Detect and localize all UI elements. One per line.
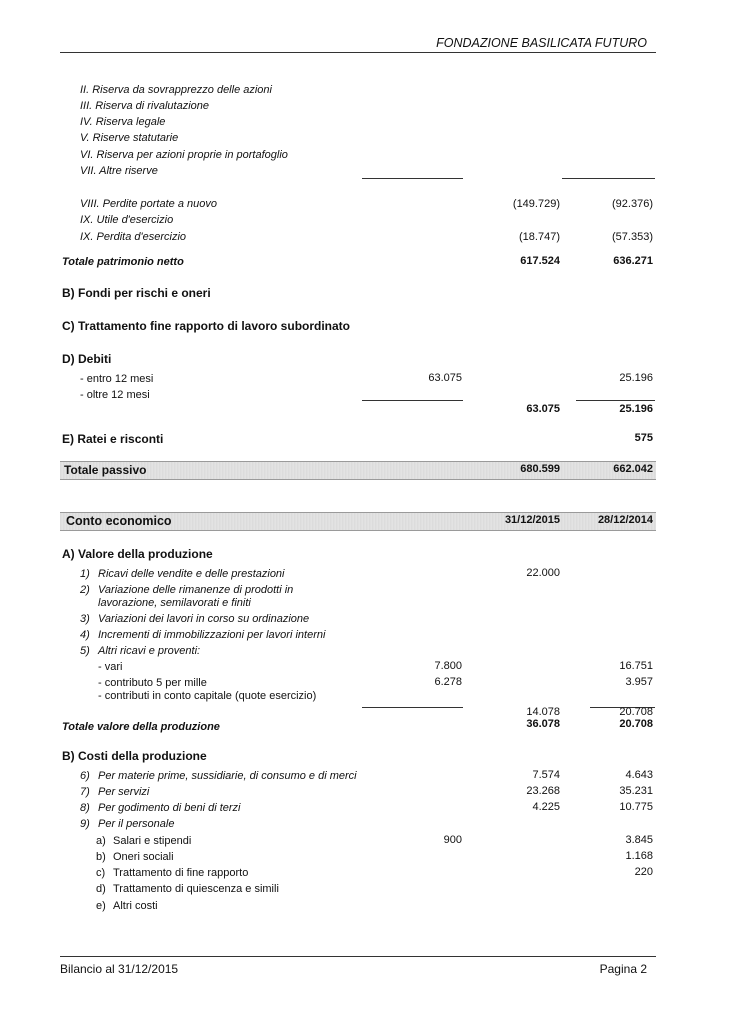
reserve-item: II. Riserva da sovrapprezzo delle azioni	[80, 84, 272, 96]
totale-valore-2014: 20.708	[619, 718, 653, 730]
section-ratei-risconti: E) Ratei e risconti	[62, 432, 164, 446]
altri-ricavi-vari-2014: 16.751	[619, 660, 653, 672]
column-rule	[362, 707, 463, 708]
debiti-total-2014: 25.196	[619, 403, 653, 415]
personale-item-label: Altri costi	[113, 900, 158, 912]
reserve-item: V. Riserve statutarie	[80, 132, 179, 144]
column-rule	[362, 178, 463, 179]
item-value-2015: 22.000	[526, 567, 560, 579]
section-debiti: D) Debiti	[62, 352, 112, 366]
loss-item-value-2015: (18.747)	[519, 231, 560, 243]
totale-valore-2015: 36.078	[526, 718, 560, 730]
item-value-2014: 10.775	[619, 801, 653, 813]
totale-patrimonio-netto-2014: 636.271	[613, 255, 653, 267]
column-header-2014: 28/12/2014	[597, 514, 653, 526]
loss-item-label: IX. Perdita d'esercizio	[80, 231, 187, 243]
personale-item-value-2014: 3.845	[625, 834, 653, 846]
personale-item-label: Oneri sociali	[113, 851, 174, 863]
totale-passivo-band	[60, 461, 656, 480]
altri-ricavi-vari-value: 7.800	[434, 660, 462, 672]
column-rule	[362, 400, 463, 401]
personale-item-value-2014: 220	[634, 866, 653, 878]
personale-item-label: Salari e stipendi	[113, 835, 192, 847]
item-label: Per servizi	[98, 786, 150, 798]
loss-item-value-2014: (92.376)	[612, 198, 653, 210]
contributo-value-2014: 3.957	[625, 676, 653, 688]
reserve-item: VI. Riserva per azioni proprie in portafoglio	[80, 149, 288, 161]
reserve-item: VII. Altre riserve	[80, 165, 158, 177]
item-number: 5)	[80, 645, 90, 657]
item-number: 2)	[80, 584, 90, 596]
document-header-title: FONDAZIONE BASILICATA FUTURO	[436, 36, 647, 50]
ratei-value-2014: 575	[634, 432, 653, 444]
column-header-2015: 31/12/2015	[504, 514, 560, 526]
totale-patrimonio-netto-label: Totale patrimonio netto	[62, 256, 184, 268]
debiti-total-2015: 63.075	[526, 403, 560, 415]
debiti-entro-value: 63.075	[428, 372, 462, 384]
personale-item-letter: c)	[96, 867, 106, 879]
loss-item-label: VIII. Perdite portate a nuovo	[80, 198, 217, 210]
totale-patrimonio-netto-2015: 617.524	[520, 255, 560, 267]
personale-item-letter: e)	[96, 900, 106, 912]
item-value-2014: 4.643	[625, 769, 653, 781]
reserve-item: III. Riserva di rivalutazione	[80, 100, 209, 112]
item-value-2015: 23.268	[526, 785, 560, 797]
item-number: 9)	[80, 818, 90, 830]
personale-item-letter: a)	[96, 835, 106, 847]
section-valore-produzione: A) Valore della produzione	[62, 547, 213, 561]
item-label: Ricavi delle vendite e delle prestazioni	[98, 568, 285, 580]
item-label: Altri ricavi e proventi:	[98, 645, 201, 657]
totale-passivo-2014: 662.042	[613, 463, 653, 475]
contributo-value: 6.278	[434, 676, 462, 688]
personale-item-label: Trattamento di fine rapporto	[113, 867, 249, 879]
personale-item-letter: b)	[96, 851, 106, 863]
item-value-2015: 7.574	[532, 769, 560, 781]
header-rule	[60, 52, 656, 53]
totale-valore-label: Totale valore della produzione	[62, 721, 220, 733]
item-label: Incrementi di immobilizzazioni per lavori interni	[98, 629, 326, 641]
conto-economico-title: Conto economico	[66, 514, 172, 528]
footer-page-number: Pagina 2	[599, 962, 647, 976]
item-number: 4)	[80, 629, 90, 641]
item-number: 6)	[80, 770, 90, 782]
debiti-oltre-label: - oltre 12 mesi	[80, 389, 150, 401]
section-costi-produzione: B) Costi della produzione	[62, 749, 207, 763]
loss-item-value-2014: (57.353)	[612, 231, 653, 243]
item-label: Variazione delle rimanenze di prodotti in	[98, 584, 294, 596]
item-label: Per il personale	[98, 818, 175, 830]
item-label: Per materie prime, sussidiarie, di consumo e di merci	[98, 770, 357, 782]
personale-item-value-2014: 1.168	[625, 850, 653, 862]
debiti-entro-value-2014: 25.196	[619, 372, 653, 384]
item-value-2015: 4.225	[532, 801, 560, 813]
totale-passivo-label: Totale passivo	[64, 463, 147, 477]
item-label: Per godimento di beni di terzi	[98, 802, 241, 814]
loss-item-value-2015: (149.729)	[512, 198, 560, 210]
contributi-capitale-label: - contributi in conto capitale (quote esercizio)	[98, 690, 317, 702]
item-label-continued: lavorazione, semilavorati e finiti	[98, 597, 251, 609]
debiti-entro-label: - entro 12 mesi	[80, 373, 154, 385]
item-value-2014: 35.231	[619, 785, 653, 797]
item-number: 3)	[80, 613, 90, 625]
column-rule	[562, 178, 655, 179]
totale-passivo-2015: 680.599	[520, 463, 560, 475]
altri-ricavi-subtotal-2015: 14.078	[526, 706, 560, 718]
contributo-label: - contributo 5 per mille	[98, 677, 207, 689]
reserve-item: IV. Riserva legale	[80, 116, 166, 128]
altri-ricavi-subtotal-2014: 20.708	[619, 706, 653, 718]
loss-item-label: IX. Utile d'esercizio	[80, 214, 174, 226]
footer-left-text: Bilancio al 31/12/2015	[60, 962, 179, 976]
column-rule	[576, 400, 655, 401]
personale-item-value: 900	[443, 834, 462, 846]
section-tfr: C) Trattamento fine rapporto di lavoro subordinato	[62, 319, 351, 333]
section-fondi-rischi: B) Fondi per rischi e oneri	[62, 286, 211, 300]
item-number: 1)	[80, 568, 90, 580]
personale-item-letter: d)	[96, 883, 106, 895]
footer-rule	[60, 956, 656, 957]
altri-ricavi-vari-label: - vari	[98, 661, 123, 673]
personale-item-label: Trattamento di quiescenza e simili	[113, 883, 279, 895]
item-number: 8)	[80, 802, 90, 814]
item-label: Variazioni dei lavori in corso su ordinazione	[98, 613, 310, 625]
item-number: 7)	[80, 786, 90, 798]
